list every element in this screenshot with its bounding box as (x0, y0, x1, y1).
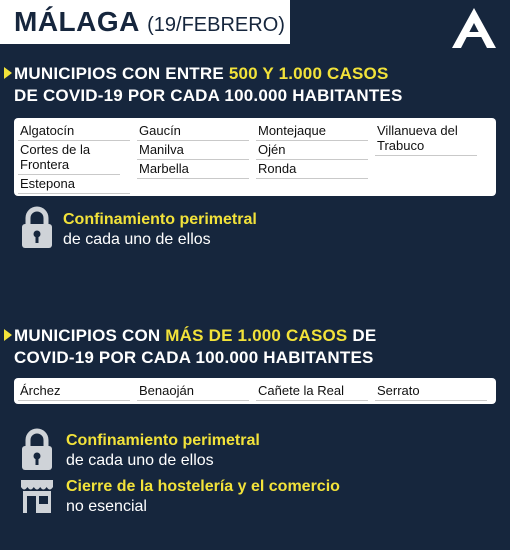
section1-heading (14, 63, 403, 107)
measure-subtitle: no esencial (66, 498, 147, 515)
section2-heading (14, 325, 376, 369)
section2-heading-line1: MUNICIPIOS CON MÁS DE 1.000 CASOS DE (14, 326, 377, 345)
table-column (137, 382, 249, 401)
municipality-cell: Benaoján (137, 382, 249, 401)
header (0, 0, 510, 44)
municipality-cell: Marbella (137, 160, 249, 179)
table-column (375, 382, 487, 401)
title-date: (19/FEBRERO) (147, 14, 285, 36)
measure-subtitle: de cada uno de ellos (63, 231, 211, 248)
section1-heading-highlight: 500 Y 1.000 CASOS (228, 64, 389, 83)
header-title-band (0, 0, 290, 44)
municipality-cell: Ojén (256, 141, 368, 160)
section2-arrow-icon (4, 329, 12, 341)
section1-heading-line2: DE COVID-19 POR CADA 100.000 HABITANTES (14, 86, 403, 105)
section2-heading-highlight: MÁS DE 1.000 CASOS (165, 326, 348, 345)
section2-measure-closure (66, 477, 340, 517)
shop-awning-icon (20, 478, 54, 514)
table-column (256, 382, 368, 401)
municipality-cell: Estepona (18, 175, 130, 194)
padlock-icon (20, 428, 54, 472)
measure-title: Confinamiento perimetral (63, 211, 257, 228)
section1-arrow-icon (4, 67, 12, 79)
municipality-cell: Cañete la Real (256, 382, 368, 401)
table-column (137, 122, 249, 179)
municipality-cell: Gaucín (137, 122, 249, 141)
municipality-cell: Villanueva del Trabuco (375, 122, 477, 156)
section2-municipality-table (14, 378, 496, 404)
padlock-icon (20, 206, 54, 250)
section1-heading-line1: MUNICIPIOS CON ENTRE 500 Y 1.000 CASOS (14, 64, 389, 83)
section1-municipality-table (14, 118, 496, 196)
page-title (14, 6, 285, 38)
measure-subtitle: de cada uno de ellos (66, 452, 214, 469)
municipality-cell: Manilva (137, 141, 249, 160)
municipality-cell: Montejaque (256, 122, 368, 141)
table-column (18, 122, 130, 194)
section1-measure (63, 210, 257, 250)
andalucia-logo-icon (452, 8, 496, 48)
section2-heading-line2: COVID-19 POR CADA 100.000 HABITANTES (14, 348, 374, 367)
table-column (256, 122, 368, 179)
table-column (18, 382, 130, 401)
municipality-cell: Serrato (375, 382, 487, 401)
table-column (375, 122, 487, 156)
measure-title: Cierre de la hostelería y el comercio (66, 478, 340, 495)
municipality-cell: Ronda (256, 160, 368, 179)
measure-title: Confinamiento perimetral (66, 432, 260, 449)
title-text: MÁLAGA (14, 6, 139, 37)
municipality-cell: Algatocín (18, 122, 130, 141)
municipality-cell: Árchez (18, 382, 130, 401)
municipality-cell: Cortes de la Frontera (18, 141, 120, 175)
section2-measure-confinement (66, 431, 260, 471)
